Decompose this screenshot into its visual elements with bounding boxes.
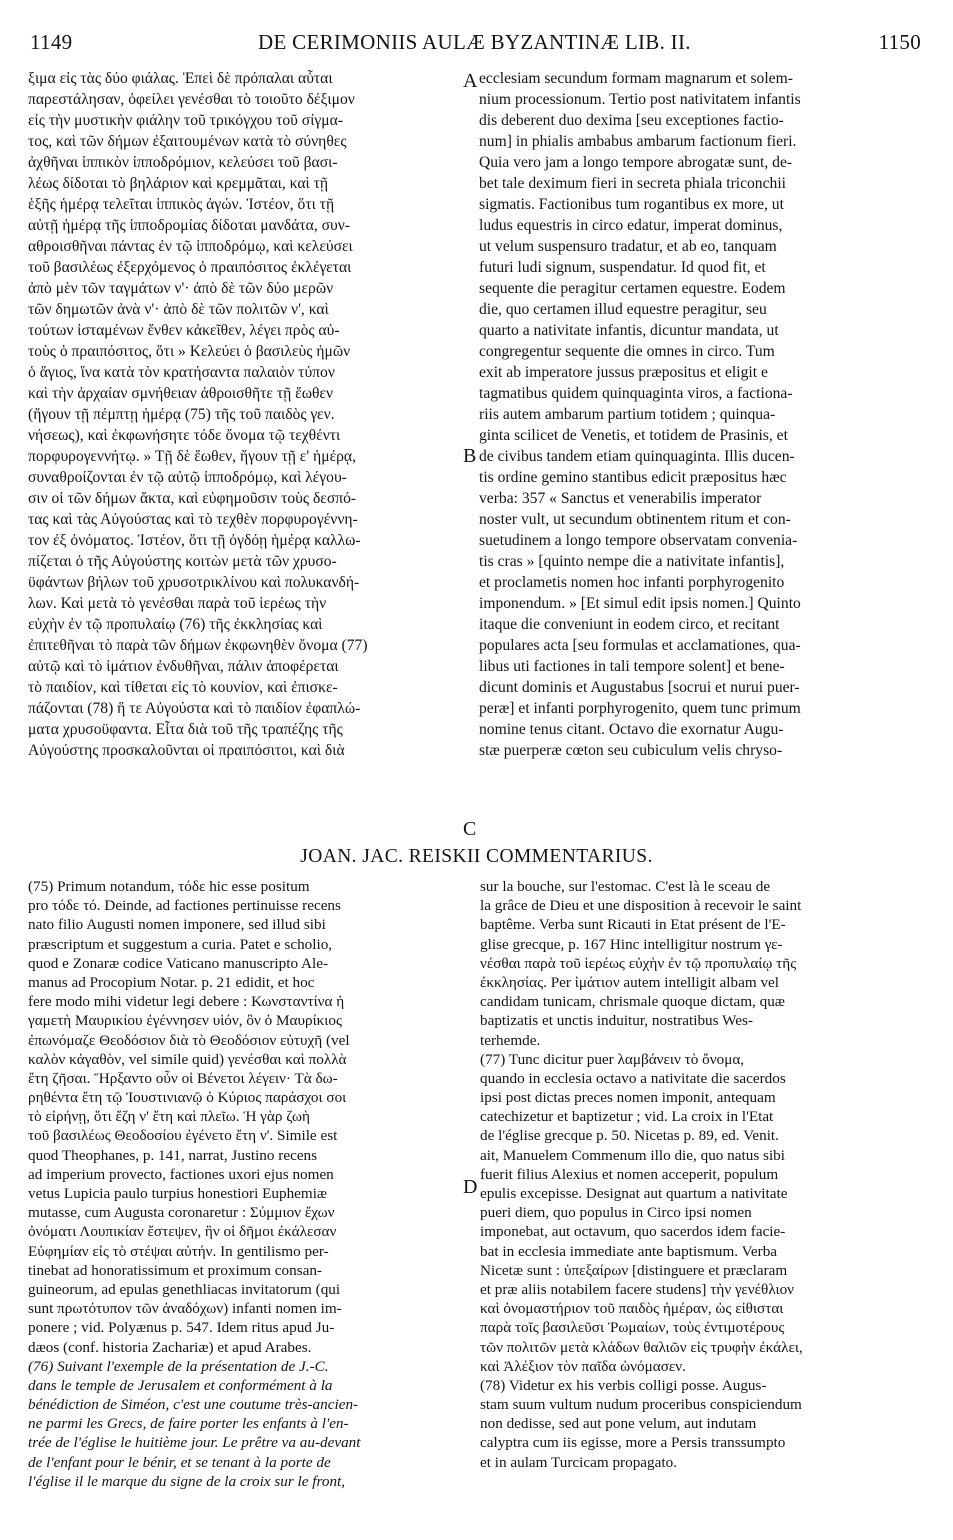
page-number-left: 1149 <box>30 30 73 54</box>
note-line: baptême. Verba sunt Ricauti in Etat présent de l'E- <box>480 916 786 934</box>
margin-marker-c: C <box>463 818 477 840</box>
greek-text-line: νήσεως), καὶ ἐκφωνήσητε τόδε ὄνομα τῷ τεχθέντι <box>28 427 341 444</box>
note-line: ἐπωνόμαζε Θεοδόσιον διὰ τὸ Θεοδόσιον εὐτυχῆ (vel <box>28 1031 350 1049</box>
note-line: ἔτη ζῆσαι. Ἤρξαντο οὖν οἱ Βένετοι λέγειν· Τὰ δω- <box>28 1069 338 1087</box>
note-line: quod Theophanes, p. 141, narrat, Justino recens <box>28 1146 318 1164</box>
commentary-title: JOAN. JAC. REISKII COMMENTARIUS. <box>300 846 653 867</box>
note-line: sur la bouche, sur l'estomac. C'est là le sceau de <box>480 878 771 895</box>
latin-text-line: exit ab imperatore jussus præpositus et eligit e <box>479 364 768 381</box>
latin-text-line: riis autem ambarum partium totidem ; quinqua- <box>479 406 776 423</box>
note-line: nato filio Augusti nomen imponere, sed illud sibi <box>28 916 326 934</box>
latin-text-line: noster vult, ut secundum obtinentem ritum et con- <box>479 511 791 528</box>
latin-text-line: nium processionum. Tertio post nativitatem infantis <box>479 91 801 108</box>
greek-text-line: σιν οἱ τῶν δήμων ἄκτα, καὶ εὐφημοῦσιν τοὺς δεσπό- <box>28 490 357 507</box>
note-line: Nicetæ sunt : ὑπεξαίρων [distinguere et præclaram <box>480 1261 788 1279</box>
note-line: (76) Suivant l'exemple de la présentation de J.-C. <box>28 1357 329 1375</box>
greek-text-line: τοὺς ὁ πραιπόσιτος, ὅτι » Κελεύει ὁ βασιλεὺς ἡμῶν <box>28 343 351 360</box>
greek-text-line: τον ἐξ ὀνόματος. Ἰστέον, ὅτι τῇ ὀγδόῃ ἡμέρᾳ καλλω- <box>28 532 361 549</box>
latin-text-line: ecclesiam secundum formam magnarum et solem- <box>479 70 793 87</box>
latin-text-line: ginta scilicet de Venetis, et totidem de Prasinis, et <box>479 427 788 444</box>
greek-text-line: ὁ ἅγιος, ἵνα κατὰ τὸν κρατήσαντα παλαιὸν τύπον <box>28 364 335 381</box>
greek-text-line: ἀχθῆναι ἱππικὸν ἱπποδρόμιον, κελεύσει τοῦ βασι- <box>28 154 338 171</box>
note-line: pueri diem, quo populus in Circo ipsi nomen <box>480 1204 752 1222</box>
latin-text-line: dis deberent duo dexima [seu exceptiones factio- <box>479 112 784 129</box>
note-line: (75) Primum notandum, τόδε hic esse positum <box>28 878 310 895</box>
greek-text-line: τος, καὶ τῶν δήμων ἐξαιτουμένων κατὰ τὸ σύνηθες <box>28 133 347 150</box>
note-line: non dedisse, sed aut pone velum, aut indutam <box>480 1415 757 1433</box>
page-number-right: 1150 <box>878 30 921 54</box>
note-line: quando in ecclesia octavo a nativitate die sacerdos <box>480 1069 786 1087</box>
latin-text-line: die, quo certamen illud equestre peragitur, seu <box>479 301 767 318</box>
greek-text-line: τοῦ βασιλέως ἐξερχόμενος ὁ πραιπόσιτος ἐκλέγεται <box>28 259 352 276</box>
latin-text-line: Quia vero jam a longo tempore abrogatæ sunt, de- <box>479 154 793 171</box>
margin-marker-b: B <box>463 445 477 467</box>
note-line: ὀνόματι Λουπικίαν ἔστεψεν, ἣν οἱ δῆμοι ἐκάλεσαν <box>28 1223 337 1241</box>
latin-text-line: sequente die peragitur certamen equestre. Eodem <box>479 280 786 297</box>
commentary-left-column <box>28 877 458 1491</box>
greek-text-line: τούτων ἱσταμένων ἔνθεν κἀκεῖθεν, λέγει πρὸς αὐ- <box>28 322 340 339</box>
greek-text-line: παρεστάλησαν, ὀφείλει γενέσθαι τὸ τοιοῦτο δέξιμον <box>28 91 355 108</box>
note-line: candidam tunicam, chrismale quoque dictam, quæ <box>480 993 785 1011</box>
note-line: baptizatis et unctis induitur, nostratibus Wes- <box>480 1012 753 1030</box>
latin-text-line: ut velum suspensuro tradatur, et ab eo, tanquam <box>479 238 777 255</box>
note-line: τοῦ βασιλέως Θεοδοσίου ἐγένετο ἔτη ν'. Simile est <box>28 1127 338 1145</box>
note-line: νέσθαι παρὰ τοῦ ἱερέως εὐχὴν ἐν τῷ προπυλαίῳ τῆς <box>480 954 797 972</box>
note-line: ρηθέντα ἔτη τῷ Ἰουστινιανῷ ὁ Κύριος παράσχοι σοι <box>28 1089 347 1107</box>
note-line: mutasse, cum Augusta coronaretur : Σύμμιον ἔχων <box>28 1204 335 1222</box>
greek-text-line: Αὐγούστης προσκαλοῦνται οἱ πραιπόσιτοι, καὶ διὰ <box>28 742 345 759</box>
note-line: terhemde. <box>480 1031 541 1049</box>
note-line: calyptra cum iis egisse, more a Persis transsumpto <box>480 1434 786 1452</box>
latin-text-column <box>479 68 921 761</box>
latin-text-line: verba: 357 « Sanctus et venerabilis imperator <box>479 490 762 507</box>
greek-text-line: λέως δίδοται τὸ βηλάριον καὶ κρεμμᾶται, καὶ τῇ <box>28 175 329 192</box>
latin-text-line: num] in phialis ambabus ambarum factionum fieri. <box>479 133 797 150</box>
note-line: pro τόδε τό. Deinde, ad factiones pertinuisse recens <box>28 897 341 915</box>
note-line: καὶ ὀνομαστήριον τοῦ παιδὸς ἡμέραν, ὡς εἰθισται <box>480 1300 784 1318</box>
latin-text-line: suetudinem a longo tempore observatam convenia- <box>479 532 798 549</box>
latin-text-line: congregentur sequente die omnes in circo. Tum <box>479 343 775 360</box>
greek-text-line: τὸ παιδίον, καὶ τίθεται εἰς τὸ κουνίον, καὶ ἐπισκε- <box>28 679 338 696</box>
latin-text-line: de civibus tandem etiam quinquaginta. Illis ducen- <box>479 448 795 465</box>
note-line: de l'église grecque p. 50. Nicetas p. 89, ed. Venit. <box>480 1127 779 1145</box>
greek-text-line: ἐπιτεθῆναι τὸ παρὰ τῶν δήμων ἐκφωνηθὲν ὄνομα (77) <box>28 637 368 654</box>
note-line: bénédiction de Siméon, c'est une coutume très-ancien- <box>28 1396 359 1414</box>
note-line: et præ aliis notabilem facere studens] τὴν γενέθλιον <box>480 1280 795 1298</box>
note-line: ait, Manuelem Commenum illo die, quo natus sibi <box>480 1146 785 1164</box>
latin-text-line: stæ puerperæ cœton seu cubiculum velis chryso- <box>479 742 783 759</box>
note-line: ne parmi les Grecs, de faire porter les enfants à l'en- <box>28 1415 349 1433</box>
note-line: guineorum, ad epulas genethliacas invitatorum (qui <box>28 1280 341 1298</box>
latin-text-line: tis ordine gemino stantibus edicit præpositus hæc <box>479 469 787 486</box>
note-line: l'église il le marque du signe de la croix sur le front, <box>28 1472 346 1490</box>
greek-text-line: ἀπὸ μὲν τῶν ταγμάτων ν'· ἀπὸ δὲ τῶν δύο μερῶν <box>28 280 334 297</box>
latin-text-line: tagmatibus quidem quinquaginta viros, a factiona- <box>479 385 793 402</box>
latin-text-line: futuri ludi signum, suspendatur. Id quod fit, et <box>479 259 766 276</box>
greek-text-line: τας καὶ τὰς Αὐγούστας καὶ τὸ τεχθὲν πορφυρογέννη- <box>28 511 358 528</box>
note-line: παρὰ τοῖς βασιλεῦσι Ῥωμαίων, τοὺς ἐντιμοτέρους <box>480 1319 785 1337</box>
running-title: DE CERIMONIIS AULÆ BYZANTINÆ LIB. II. <box>258 30 691 54</box>
greek-text-line: αθροισθῆναι πάντας ἐν τῷ ἱπποδρόμῳ, καὶ κελεύσει <box>28 238 353 255</box>
greek-text-line: καὶ τὴν ἀρχαίαν σμνήθειαν ἀθροισθῆτε τῇ ἕωθεν <box>28 385 334 402</box>
note-line: sunt πρωτότυπον τῶν ἀναδόχων) infanti nomen im- <box>28 1300 342 1318</box>
note-line: Εὐφημίαν εἰς τὸ στέψαι αὐτήν. In gentilismo per- <box>28 1242 329 1260</box>
latin-text-line: nomine tenus citant. Octavo die exornatur Augu- <box>479 721 784 738</box>
note-line: ponere ; vid. Polyænus p. 547. Idem ritus apud Ju- <box>28 1319 335 1337</box>
latin-text-line: sigmatis. Factionibus tum rogantibus ex more, ut <box>479 196 784 213</box>
note-line: ad imperium provecto, factiones uxori ejus nomen <box>28 1165 334 1183</box>
note-line: ἐκκλησίας. Per ἱμάτιον autem intelligit albam vel <box>480 973 779 991</box>
note-line: epulis excepisse. Designat aut quartum a nativitate <box>480 1185 788 1202</box>
greek-text-line: συναθροίζονται ἐν τῷ αὐτῷ ἱπποδρόμῳ, καὶ λέγου- <box>28 469 347 486</box>
greek-text-line: (ἤγουν τῇ πέμπτῃ ἡμέρᾳ (75) τῆς τοῦ παιδὸς γεν. <box>28 406 335 423</box>
note-line: fere modo mihi videtur legi debere : Κωνσταντίνα ἡ <box>28 993 345 1011</box>
notes-left-body <box>28 877 458 1357</box>
latin-text-line: tis cras » [quinto nempe die a nativitate infantis], <box>479 553 785 570</box>
note-line: de l'enfant pour le bénir, et se tenant à la porte de <box>28 1453 331 1471</box>
note-line: bat in ecclesia immediate ante baptismum. Verba <box>480 1242 778 1260</box>
note-line: καλὸν κἀγαθὸν, vel simile quid) γενέσθαι καὶ πολλὰ <box>28 1050 347 1068</box>
note-line: dans le temple de Jerusalem et conformément à la <box>28 1376 333 1394</box>
note-line: γαμετὴ Μαυρικίου ἐγέννησεν υἱόν, ὃν ὁ Μαυρίκιος <box>28 1012 342 1030</box>
latin-text-line: libus uti factiones in tali tempore solent] et bene- <box>479 658 785 675</box>
latin-text-line: peræ] et infanti porphyrogenito, quem tunc primum <box>479 700 801 717</box>
greek-text-line: ματα χρυσοϋφαντα. Εἶτα διὰ τοῦ τῆς τραπέζης τῆς <box>28 721 343 738</box>
note-line: trée de l'église le huitième jour. Le prêtre va au-devant <box>28 1434 361 1452</box>
greek-text-line: εὐχὴν ἐν τῷ προπυλαίῳ (76) τῆς ἐκκλησίας καὶ <box>28 616 323 633</box>
greek-text-line: λων. Καὶ μετὰ τὸ γενέσθαι παρὰ τοῦ ἱερέως τὴν <box>28 595 327 612</box>
note-line: et in aulam Turcicam propagato. <box>480 1453 677 1471</box>
greek-text-line: ϋφάντων βήλων τοῦ χρυσοτρικλίνου καὶ πολυκανδή- <box>28 574 360 591</box>
latin-text-line: dicunt dominis et Augustabus [socrui et nurui puer- <box>479 679 800 696</box>
latin-text-line: itaque die conveniunt in eodem circo, et recitant <box>479 616 780 633</box>
margin-marker-a: A <box>463 70 478 92</box>
latin-text-line: imponendum. » [Et simul edit ipsis nomen.] Quinto <box>479 595 801 612</box>
note-line: τὸ εἰρήνῃ, ὅτι ἔζη ν' ἔτη καὶ πλεῖω. Ἡ γὰρ ζωὴ <box>28 1108 310 1126</box>
note-line: vetus Lupicia paulo turpius honestiori Euphemiæ <box>28 1185 328 1202</box>
note-line: manus ad Procopium Notar. p. 21 edidit, et hoc <box>28 973 315 991</box>
note-line: præscriptum et suggestum a curia. Patet e scholio, <box>28 935 333 953</box>
note-line: dæos (conf. historia Zachariæ) et apud Arabes. <box>28 1338 312 1356</box>
note-line: τῶν πολιτῶν μετὰ κλάδων θαλιῶν εἰς τρυφὴν ἐκάλει, <box>480 1338 803 1356</box>
note-line: glise grecque, p. 167 Hinc intelligitur nostrum γε- <box>480 935 783 953</box>
note-line: stam suum vultum nudum proceribus conspiciendum <box>480 1396 802 1414</box>
note-line: imponebat, aut octavum, quo sacerdos idem facie- <box>480 1223 786 1241</box>
note-line: fuerit filius Alexius et nomen acceperit, populum <box>480 1165 779 1183</box>
note-line: (77) Tunc dicitur puer λαμβάνειν τὸ ὄνομα, <box>480 1050 745 1068</box>
note-76 <box>28 1357 458 1491</box>
commentary-right-column <box>480 877 923 1472</box>
latin-text-line: bet tale deximum fieri in secreta phiala triconchii <box>479 175 786 192</box>
greek-text-line: αὐτῷ καὶ τὸ ἱμάτιον ἐνδυθῆναι, πάλιν ἀποφέρεται <box>28 658 339 675</box>
note-line: catechizetur et baptizetur ; vid. La croix in l'Etat <box>480 1108 774 1126</box>
latin-text-line: et proclametis nomen hoc infanti porphyrogenito <box>479 574 785 591</box>
greek-text-line: πίζεται ὁ τῆς Αὐγούστης κοιτὼν μετὰ τῶν χρυσο- <box>28 553 337 570</box>
greek-text-line: πορφυρογεννήτῳ. » Τῇ δὲ ἕωθεν, ἤγουν τῇ ε' ἡμέρᾳ, <box>28 448 356 465</box>
greek-text-line: ἑξῆς ἡμέρᾳ τελεῖται ἱππικὸς ἀγών. Ἰστέον, ὅτι τῇ <box>28 196 335 213</box>
note-line: quod e Zonaræ codice Vaticano manuscripto Ale- <box>28 954 329 972</box>
greek-text-column <box>28 68 456 761</box>
greek-text-line: εἰς τὴν μυστικὴν φιάλην τοῦ τρικόγχου τοῦ σίγμα- <box>28 112 344 129</box>
note-line: (78) Videtur ex his verbis colligi posse. Augus- <box>480 1376 767 1394</box>
note-line: καὶ Ἀλέξιον τὸν παῖδα ὠνόμασεν. <box>480 1357 686 1375</box>
latin-text-line: populares acta [seu formulas et acclamationes, qua- <box>479 637 801 654</box>
note-line: la grâce de Dieu et une disposition à recevoir le saint <box>480 897 802 915</box>
latin-text-line: quarto a nativitate infantis, dicuntur mandata, ut <box>479 322 779 339</box>
greek-text-line: πάζονται (78) ἥ τε Αὐγούστα καὶ τὸ παιδίον ἐφαπλώ- <box>28 700 361 717</box>
greek-text-line: αὐτῇ ἡμέρᾳ τῆς ἱπποδρομίας δίδοται μανδάτα, συν- <box>28 217 351 234</box>
greek-text-line: τῶν δημωτῶν ἀνὰ ν'· ἀπὸ δὲ τῶν πολιτῶν ν', καὶ <box>28 301 329 318</box>
greek-text-line: ξιμα εἰς τὰς δύο φιάλας. Ἐπεὶ δὲ πρόπαλαι αὗται <box>28 70 333 87</box>
note-line: tinebat ad honoratissimum et proximum consan- <box>28 1261 322 1279</box>
margin-marker-d: D <box>463 1176 478 1198</box>
latin-text-line: ludus equestris in circo edatur, imperat dominus, <box>479 217 783 234</box>
note-line: ipsi post dictas preces nomen imponit, antequam <box>480 1089 776 1107</box>
